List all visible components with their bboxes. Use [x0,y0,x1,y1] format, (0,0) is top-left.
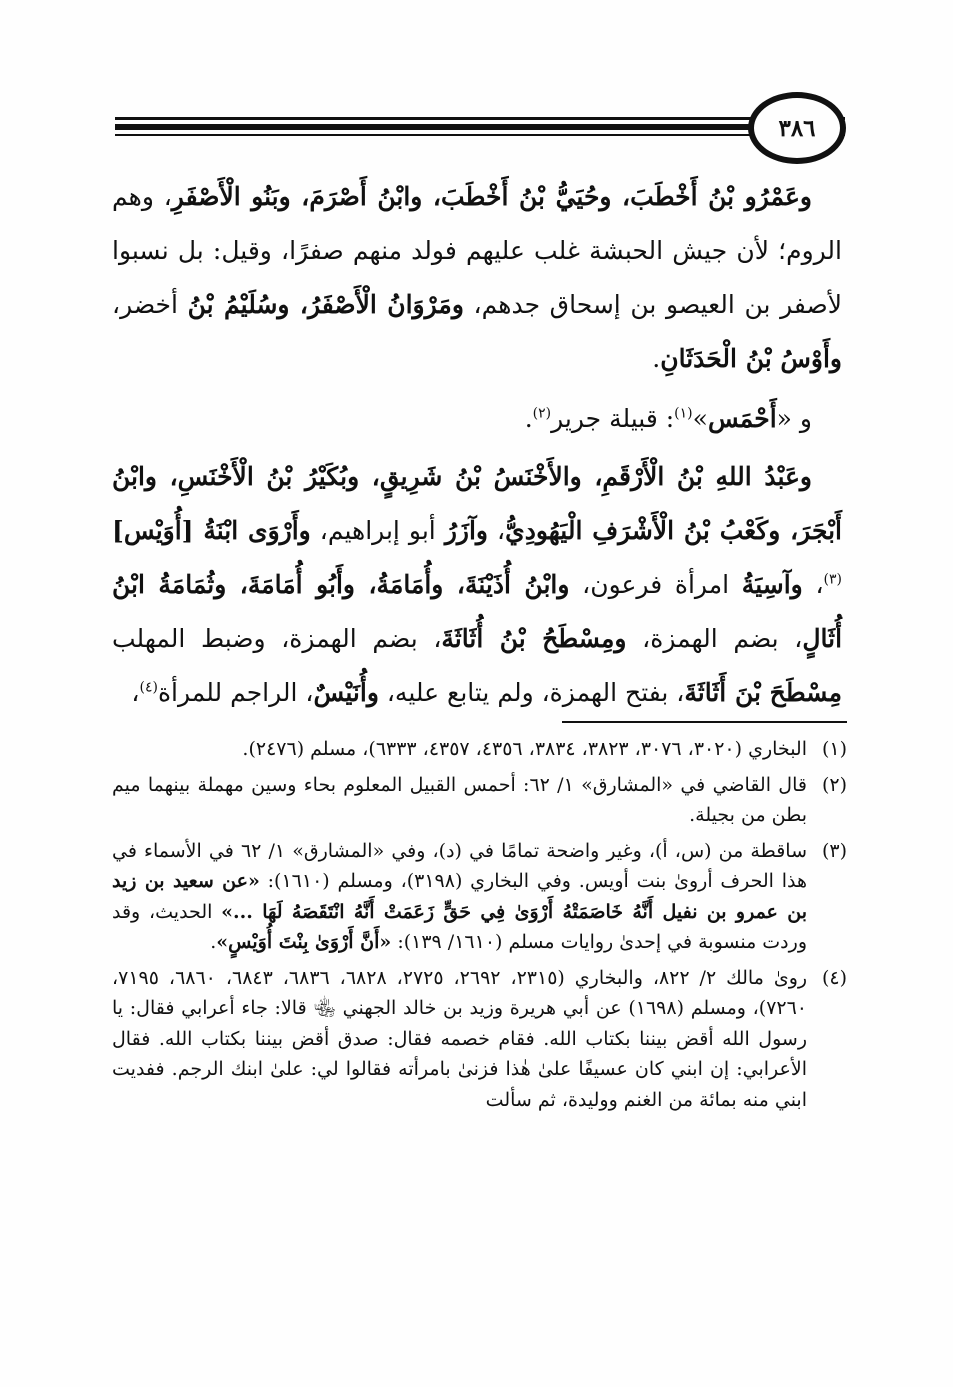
bold-text-run: وعَبْدُ اللهِ بْنُ الْأَرْقَمِ، والأَخْنَسُ بْنُ شَرِيقٍ، وبُكَيْرُ بْنُ الْأَخْنَسِ، وابْنُ أَبْجَرَ، وكَعْبُ بْنُ الْأَشْرَفِ الْيَهُودِيُّ [112,462,843,545]
text-run: . [652,344,661,373]
text-run: ، بضم الهمزة، وضبط المهلب [112,624,442,653]
bold-text-run: وأُنَيْسٌ [313,678,379,707]
text-run: ، [802,570,824,599]
footnote-3 [112,836,847,958]
text-run: ساقطة من (س، أ)، وغير واضحة تمامًا في (د)، وفي «المشارق» ١/ ٦٢ في الأسماء في هذا الحرف أروىٰ بنت أويس. وفي البخاري (٣١٩٨)، ومسلم (١٦١٠): [112,839,808,892]
footnote-separator [562,721,847,723]
footnote-marker: (٤) [139,679,158,696]
footnotes [112,734,847,1120]
bold-text-run: ومِسْطَحُ بْنُ أُثَاثَةَ [441,624,627,653]
main-text [112,170,842,720]
text-run: ، بضم الهمزة، [626,624,803,653]
text-run: ، وهم الروم؛ لأن جيش الحبشة غلب عليهم فولد منهم صفرًا، وقيل: بل نسبوا لأصفر بن العيصو بن إسحاق جدهم، [112,182,843,319]
footnote-1 [112,734,847,765]
bold-text-run: وأَوْسُ بْنُ الْحَدَثَانِ [660,344,842,373]
text-run: ، الراجم للمرأة [157,678,314,707]
footnote-marker: (١) [674,405,693,422]
text-run: ، بفتح الهمزة، ولم يتابع عليه، [378,678,685,707]
bold-text-run: وأَرْوَى ابْنَةُ [أُوَيْس] [112,516,311,545]
text-run: أبو إبراهيم، [310,516,445,545]
footnote-number: (٢) [821,773,847,796]
bold-text-run: وابْنُ أُذَيْنَةَ، وأُمَامَةُ، وأَبُو أُمَامَةَ، وثُمَامَةُ ابْنُ أُثَالٍ [112,570,843,653]
bold-text-run: «عن سعيد بن زيد بن عمرو بن نفيل أَنَّهُ خَاصَمَتْهُ أَرْوَىٰ فِي حَقٍّ زَعَمَتْ أَنَّهُ انْتَقَصَهُ لَهَا ...» [112,870,807,923]
footnote-number: (٣) [821,839,847,862]
page-number: ٣٨٦ [778,114,816,142]
bold-text-run: وعَمْرُو بْنُ أَخْطَبَ، وحُيَيُّ بْنُ أَخْطَبَ، وابْنُ أَصْرَمَ، وبَنُو الْأَصْفَرِ [171,182,812,211]
footnote-text [112,963,807,1116]
footnote-2 [112,770,847,831]
paragraph-1 [112,170,842,386]
text-run: ، [488,516,506,545]
text-run: البخاري (٣٠٢٠، ٣٠٧٦، ٣٨٢٣، ٣٨٣٤، ٤٣٥٦، ٤٣٥٧، ٦٣٣٣)، مسلم (٢٤٧٦). [242,738,807,760]
bold-text-run: وآزَرُ [444,516,488,545]
footnote-4 [112,963,847,1116]
bold-text-run: وآسِيَةُ [741,570,803,599]
header-rule-top [115,117,845,120]
footnote-text [112,836,807,958]
text-run: الحديث، وقد وردت منسوبة في إحدىٰ روايات مسلم (١٦١٠/ ١٣٩): [112,900,807,953]
bold-text-run: أَحْمَس [707,404,777,433]
footnote-text [112,734,807,765]
text-run: و « [776,404,812,433]
header-rule-bottom [115,134,845,136]
text-run: أخضر، [112,290,188,319]
bold-text-run: ومَرْوَانُ الْأَصْفَرُ، وسُلَيْمُ بْنُ [187,290,464,319]
text-run: ، [131,678,140,707]
footnote-marker: (٣) [823,571,842,588]
text-run: امرأة فرعون، [569,570,742,599]
footnote-number: (١) [821,738,847,760]
footnote-number: (٤) [821,966,847,989]
footnote-text [112,770,807,831]
text-run: روىٰ مالك ٢/ ٨٢٢، والبخاري (٢٣١٥، ٢٦٩٢، ٢٧٢٥، ٦٨٢٨، ٦٨٣٦، ٦٨٤٣، ٦٨٦٠، ٧١٩٥، ٧٢٦٠)، ومسلم (١٦٩٨) عن أبي هريرة وزيد بن خالد الجهني ﵄ قالا: جاء أعرابي فقال: يا رسول الله أقض بيننا بكتاب الله. فقام خصمه فقال: صدق أقض بيننا بكتاب الله. فقال الأعرابي: إن ابني كان عسيفًا علىٰ هٰذا فزنىٰ بامرأته فقالوا لي: علىٰ ابنك الرجم. ففديت ابني منه بمائة من الغنم ووليدة، ثم سألت [112,966,808,1111]
bold-text-run: مِسْطَحَ بْنَ أَثَاثَةَ [684,678,842,707]
text-run: . [210,931,217,953]
text-run: . [524,404,533,433]
page-number-badge [748,92,846,164]
text-run: قال القاضي في «المشارق» ١/ ٦٢: أحمس القبيل المعلوم بحاء وسين مهملة بينهما ميم بطن من بجيلة. [112,773,807,826]
text-run: » [692,404,708,433]
footnote-marker: (٢) [532,405,552,422]
paragraph-2 [112,392,842,446]
bold-text-run: «أَنَّ أَرْوَىٰ بِنْتَ أُوَيْسٍ» [216,931,392,953]
text-run: : قبيلة جرير [551,404,675,433]
paragraph-3 [112,450,842,720]
header-rule-middle [115,124,845,130]
